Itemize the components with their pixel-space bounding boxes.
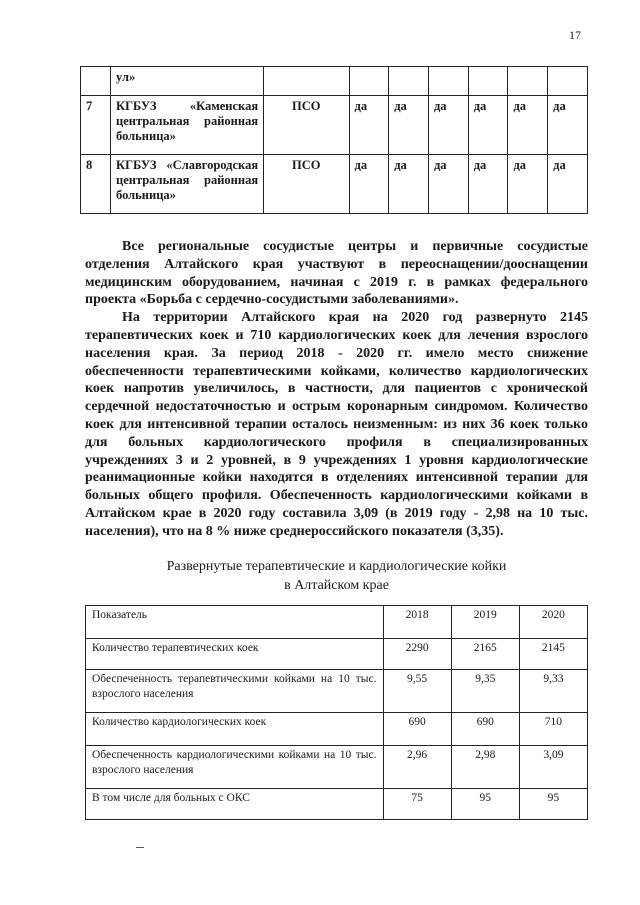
value-cell: 9,55 [383,670,451,713]
institution-cell: КГБУЗ «Каменская центральная районная больница» [111,96,264,155]
value-cell: 2165 [451,639,519,670]
table-row [81,155,588,214]
table-row [86,746,588,789]
indicator-cell: Количество терапевтических коек [86,639,384,670]
value-cell: 2145 [519,639,587,670]
institution-cell: КГБУЗ «Славгородская центральная районная больница» [111,155,264,214]
page-number: 17 [569,28,581,42]
value-cell: 75 [383,789,451,820]
indicator-cell: Количество кардиологических коек [86,713,384,746]
value-cell: 710 [519,713,587,746]
value-cell: 2,96 [383,746,451,789]
scan-mark [136,847,144,848]
regional-centers-table [80,66,588,214]
value-cell: 2290 [383,639,451,670]
value-cell: да [389,96,429,155]
value-cell: 95 [451,789,519,820]
value-cell: 690 [451,713,519,746]
value-cell: 9,35 [451,670,519,713]
header-cell: Показатель [86,606,384,639]
value-cell: да [428,155,468,214]
body-text [85,238,588,541]
value-cell: да [468,155,508,214]
header-cell: 2018 [383,606,451,639]
center-type-cell: ПСО [264,96,349,155]
value-cell: 95 [519,789,587,820]
value-cell: 690 [383,713,451,746]
value-cell: да [389,155,429,214]
header-cell: 2019 [451,606,519,639]
center-type-cell: ПСО [264,155,349,214]
table-row [81,96,588,155]
value-cell: 9,33 [519,670,587,713]
value-cell [548,67,588,96]
indicator-cell: Обеспеченность кардиологическими койками на 10 тыс. взрослого населения [86,746,384,789]
table-caption [85,557,588,595]
table-row [86,713,588,746]
row-number-cell: 8 [81,155,111,214]
caption-line: в Алтайском крае [284,578,389,593]
value-cell: да [508,155,548,214]
value-cell: 3,09 [519,746,587,789]
value-cell [428,67,468,96]
value-cell: да [428,96,468,155]
table-row [86,639,588,670]
institution-cell: ул» [111,67,264,96]
value-cell: да [508,96,548,155]
table-row [86,670,588,713]
paragraph: Все региональные сосудистые центры и первичные сосудистые отделения Алтайского края участвуют в переоснащении/дооснащении медицинским оборудованием, начиная с 2019 г. в рамках федерального проекта «Борьба с сердечно-сосудистыми заболеваниями». [85,239,588,308]
value-cell: да [349,96,389,155]
table-row [86,789,588,820]
value-cell: да [548,155,588,214]
indicator-cell: Обеспеченность терапевтическими койками на 10 тыс. взрослого населения [86,670,384,713]
value-cell: да [349,155,389,214]
center-type-cell [264,67,349,96]
value-cell [468,67,508,96]
value-cell: 2,98 [451,746,519,789]
row-number-cell: 7 [81,96,111,155]
row-number-cell [81,67,111,96]
header-cell: 2020 [519,606,587,639]
table-header-row [86,606,588,639]
caption-line: Развернутые терапевтические и кардиологические койки [166,559,507,574]
table-row [81,67,588,96]
value-cell [389,67,429,96]
paragraph: На территории Алтайского края на 2020 год развернуто 2145 терапевтических коек и 710 кардиологических коек для лечения взрослого населения края. За период 2018 - 2020 гг. имело место снижение обеспеченности терапевтическими койками, количество кардиологических коек напротив увеличилось, в частности, для пациентов с хронической сердечной недостаточностью и острым коронарным синдромом. Количество коек для интенсивной терапии осталось неизменным: из них 36 коек только для больных кардиологического профиля в специализированных учреждениях 3 и 2 уровней, в 9 учреждениях 1 уровня кардиологические реанимационные койки находятся в отделениях интенсивной терапии для больных общего профиля. Обеспеченность кардиологическими койками в Алтайском крае в 2020 году составила 3,09 (в 2019 году - 2,98 на 10 тыс. населения), что на 8 % ниже среднероссийского показателя (3,35). [85,310,588,539]
value-cell: да [468,96,508,155]
value-cell: да [548,96,588,155]
beds-table [85,605,588,820]
value-cell [508,67,548,96]
value-cell [349,67,389,96]
indicator-cell: В том числе для больных с ОКС [86,789,384,820]
